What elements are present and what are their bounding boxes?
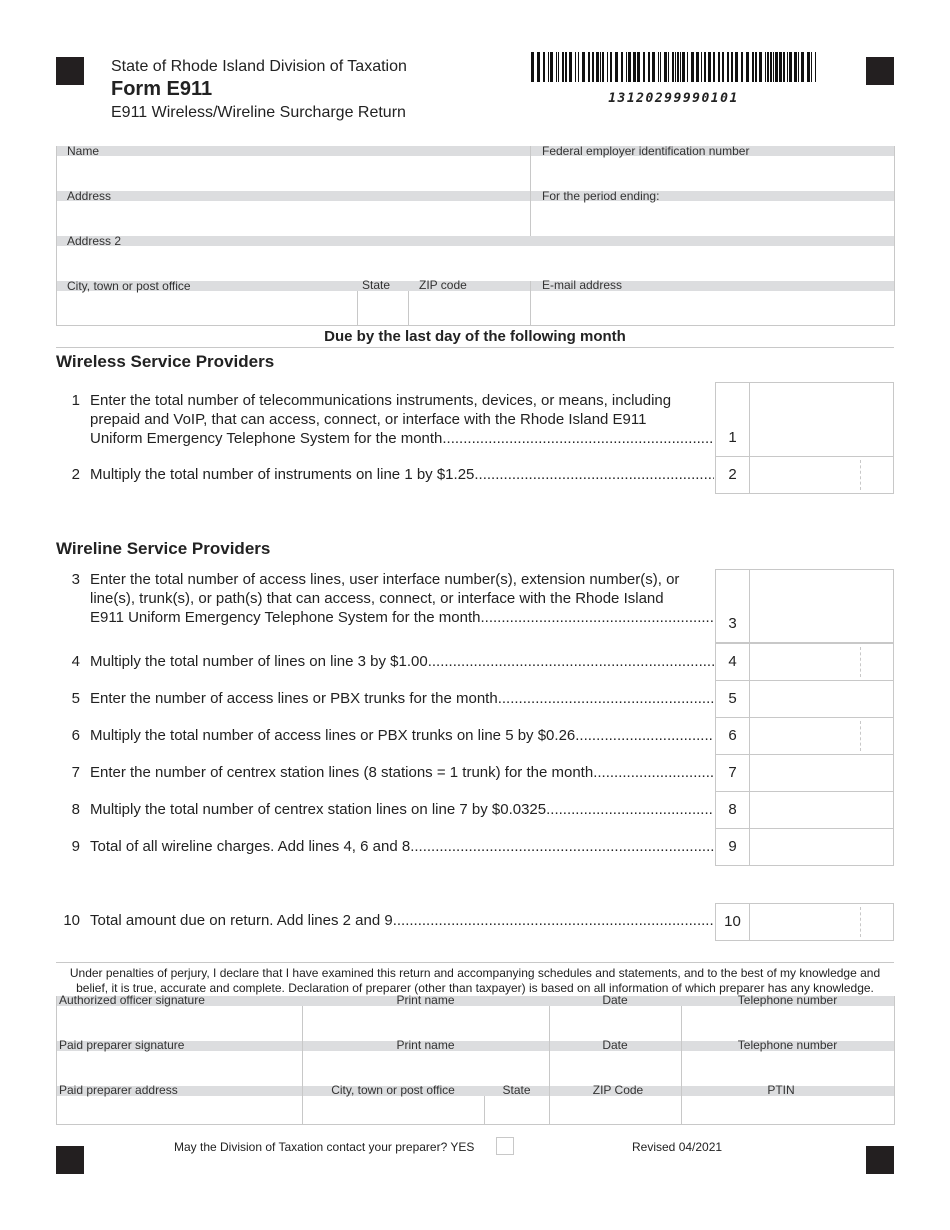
barcode-bar [575,52,576,82]
line-1-amount-field[interactable] [750,383,893,456]
barcode-bar [660,52,661,82]
registration-mark-bottom-right [866,1146,894,1174]
barcode-bar [783,52,785,82]
line-1-text-b: prepaid and VoIP, that can access, connect, or interface with the Rhode Island E911 [90,411,647,428]
line-8 [56,800,716,819]
zip-label: ZIP code [419,278,467,292]
officer-print-name-label: Print name [396,993,455,1007]
line-9-box-number: 9 [716,829,750,865]
line-6-amount-field[interactable] [750,718,893,754]
barcode-bar [746,52,749,82]
state-label: State [362,278,391,292]
line-2 [56,465,716,484]
line-9-box [715,828,894,866]
email-label: E-mail address [542,278,623,292]
officer-telephone-field[interactable] [681,1006,894,1040]
fein-label: Federal employer identification number [531,146,894,156]
line-1-text-c: Uniform Emergency Telephone System for the month [90,430,443,447]
barcode-bar [815,52,816,82]
barcode [531,52,816,82]
line-3-text-c: E911 Uniform Emergency Telephone System for the month [90,609,481,626]
line-4-text: Multiply the total number of lines on line 3 by $1.00 [90,653,428,670]
line-3-text-b: line(s), trunk(s), or path(s) that can access, connect, or interface with the Rhode Island [90,590,664,607]
line-5-amount-field[interactable] [750,681,893,717]
barcode-bar [543,52,545,82]
barcode-bar [658,52,659,82]
preparer-telephone-label: Telephone number [737,1038,838,1052]
line-7-text: Enter the number of centrex station lines (8 stations = 1 trunk) for the month [90,764,594,781]
barcode-bar [668,52,669,82]
line-3-box [715,569,894,643]
barcode-bar [798,52,799,82]
preparer-print-name-label: Print name [396,1038,455,1052]
city-label: City, town or post office [67,279,191,293]
barcode-bar [610,52,612,82]
barcode-bar [765,52,766,82]
line-4-box-number: 4 [716,644,750,680]
barcode-bar [652,52,655,82]
barcode-bar [628,52,631,82]
officer-signature-label: Authorized officer signature [59,993,205,1007]
barcode-bar [677,52,679,82]
officer-telephone-label: Telephone number [737,993,838,1007]
line-6 [56,726,716,745]
line-7-box-number: 7 [716,755,750,791]
perjury-statement [56,966,894,996]
barcode-bar [727,52,729,82]
state-field[interactable] [358,291,408,326]
fein-field[interactable] [531,156,894,191]
barcode-bar [789,52,792,82]
line-3-box-number: 3 [716,570,750,642]
barcode-bar [701,52,702,82]
barcode-bar [633,52,636,82]
barcode-bar [801,52,804,82]
preparer-telephone-field[interactable] [681,1051,894,1085]
address2-field[interactable] [56,246,894,281]
line-10-amount-field[interactable] [750,904,893,940]
barcode-bar [531,52,534,82]
line-1-number: 1 [71,392,80,409]
line-6-box [715,717,894,755]
barcode-bar [565,52,567,82]
line-5-box-number: 5 [716,681,750,717]
form-subtitle: E911 Wireless/Wireline Surcharge Return [111,104,406,121]
line-2-box [715,456,894,494]
line-2-amount-field[interactable] [750,457,893,493]
barcode-bar [672,52,674,82]
barcode-bar [691,52,694,82]
barcode-bar [696,52,699,82]
line-1 [56,391,716,448]
line-7 [56,763,716,782]
line-8-amount-field[interactable] [750,792,893,828]
barcode-bar [773,52,774,82]
wireline-section-title: Wireline Service Providers [56,539,271,558]
barcode-bar [615,52,618,82]
barcode-bar [558,52,559,82]
line-4 [56,652,716,671]
preparer-signature-field[interactable] [56,1051,302,1085]
line-2-number: 2 [71,466,80,483]
line-5-text: Enter the number of access lines or PBX trunks for the month [90,690,498,707]
address-field[interactable] [56,201,530,236]
registration-mark-bottom-left [56,1146,84,1174]
form-title: Form E911 [111,78,213,100]
barcode-number: 13120299990101 [608,91,739,106]
barcode-bar [643,52,645,82]
barcode-bar [722,52,724,82]
barcode-bar [731,52,733,82]
line-8-number: 8 [71,801,80,818]
barcode-bar [775,52,778,82]
barcode-bar [687,52,688,82]
registration-mark-top-right [866,57,894,85]
barcode-bar [770,52,772,82]
barcode-bar [787,52,788,82]
barcode-bar [596,52,599,82]
barcode-bar [637,52,640,82]
barcode-bar [621,52,623,82]
line-10-box [715,903,894,941]
barcode-bar [562,52,564,82]
revision-date: Revised 04/2021 [632,1140,723,1154]
preparer-print-name-field[interactable] [302,1051,549,1085]
officer-date-label: Date [602,993,628,1007]
line-10-box-number: 10 [716,904,750,940]
barcode-bar [607,52,608,82]
line-7-amount-field[interactable] [750,755,893,791]
contact-preparer-question: May the Division of Taxation contact your preparer? YES [174,1140,475,1154]
barcode-bar [811,52,812,82]
line-4-amount-field[interactable] [750,644,893,680]
line-3 [56,570,716,627]
preparer-date-field[interactable] [549,1051,681,1085]
barcode-bar [548,52,549,82]
line-6-number: 6 [71,727,80,744]
preparer-state-label: State [502,1083,531,1097]
zip-field[interactable] [408,291,530,326]
line-9-number: 9 [71,838,80,855]
barcode-bar [807,52,810,82]
barcode-bar [794,52,797,82]
city-field[interactable] [56,291,358,326]
address2-label: Address 2 [56,236,894,246]
line-10-text: Total amount due on return. Add lines 2 and 9 [90,912,393,929]
line-8-text: Multiply the total number of centrex station lines on line 7 by $0.0325 [90,801,547,818]
barcode-bar [752,52,754,82]
line-2-box-number: 2 [716,457,750,493]
line-9-text: Total of all wireline charges. Add lines 4, 6 and 8 [90,838,411,855]
line-10 [56,911,716,930]
address-label: Address [56,191,530,201]
line-3-amount-field[interactable] [750,570,893,642]
line-5-number: 5 [71,690,80,707]
barcode-bar [713,52,715,82]
line-7-number: 7 [71,764,80,781]
barcode-bar [741,52,743,82]
preparer-city-field[interactable] [302,1096,484,1125]
ptin-field[interactable] [681,1096,894,1125]
perjury-line-2: belief, it is true, accurate and complete. Declaration of preparer (other than taxpayer) is based on all information of which preparer has any knowledge. [76,981,874,995]
name-field[interactable] [56,156,530,191]
barcode-bar [537,52,540,82]
preparer-city-label: City, town or post office [331,1083,455,1097]
barcode-bar [759,52,762,82]
agency-name: State of Rhode Island Division of Taxation [111,58,407,75]
barcode-bar [648,52,650,82]
line-8-box-number: 8 [716,792,750,828]
preparer-zip-field[interactable] [549,1096,681,1125]
line-4-number: 4 [71,653,80,670]
barcode-bar [569,52,572,82]
barcode-bar [602,52,604,82]
period-ending-field[interactable] [531,201,894,236]
barcode-bar [600,52,601,82]
perjury-line-1: Under penalties of perjury, I declare that I have examined this return and accompanying schedules and statements, and to the best of my knowledge and [69,966,881,980]
barcode-bar [708,52,711,82]
line-10-number: 10 [63,912,80,929]
ptin-label: PTIN [767,1083,795,1097]
contact-preparer-yes-checkbox[interactable] [496,1137,514,1155]
barcode-bar [675,52,676,82]
email-field[interactable] [531,291,894,326]
period-ending-label: For the period ending: [531,191,894,201]
line-8-box [715,791,894,829]
line-3-number: 3 [71,571,80,588]
line-1-text-a: Enter the total number of telecommunications instruments, devices, or means, including [90,392,672,409]
barcode-bar [592,52,594,82]
barcode-bar [682,52,685,82]
barcode-bar [556,52,557,82]
due-notice: Due by the last day of the following month [324,328,626,345]
barcode-bar [755,52,757,82]
barcode-bar [680,52,681,82]
line-6-box-number: 6 [716,718,750,754]
preparer-zip-label: ZIP Code [592,1083,644,1097]
barcode-bar [626,52,627,82]
line-5-box [715,680,894,718]
city-row-label-bar [56,278,894,293]
preparer-address-label: Paid preparer address [59,1083,178,1097]
barcode-bar [779,52,782,82]
barcode-bar [718,52,720,82]
preparer-signature-label: Paid preparer signature [59,1038,185,1052]
line-5 [56,689,716,708]
line-1-box-number: 1 [716,383,750,456]
preparer-state-field[interactable] [484,1096,549,1125]
barcode-bar [582,52,585,82]
barcode-bar [550,52,553,82]
officer-print-name-field[interactable] [302,1006,549,1040]
line-2-text: Multiply the total number of instruments on line 1 by $1.25 [90,466,475,483]
officer-signature-field[interactable] [56,1006,302,1040]
barcode-bar [735,52,738,82]
barcode-bar [578,52,579,82]
name-label: Name [56,146,530,156]
barcode-bar [664,52,667,82]
wireless-section-title: Wireless Service Providers [56,352,275,371]
line-9 [56,837,716,856]
line-4-box [715,643,894,681]
preparer-date-label: Date [602,1038,628,1052]
officer-date-field[interactable] [549,1006,681,1040]
line-9-amount-field[interactable] [750,829,893,865]
barcode-bar [704,52,706,82]
line-1-box [715,382,894,457]
barcode-bar [588,52,590,82]
registration-mark-top-left [56,57,84,85]
line-6-text: Multiply the total number of access lines or PBX trunks on line 5 by $0.26 [90,727,576,744]
barcode-bar [767,52,769,82]
preparer-address-field[interactable] [56,1096,302,1125]
line-7-box [715,754,894,792]
line-3-text-a: Enter the total number of access lines, user interface number(s), extension number(s), or [90,571,680,588]
